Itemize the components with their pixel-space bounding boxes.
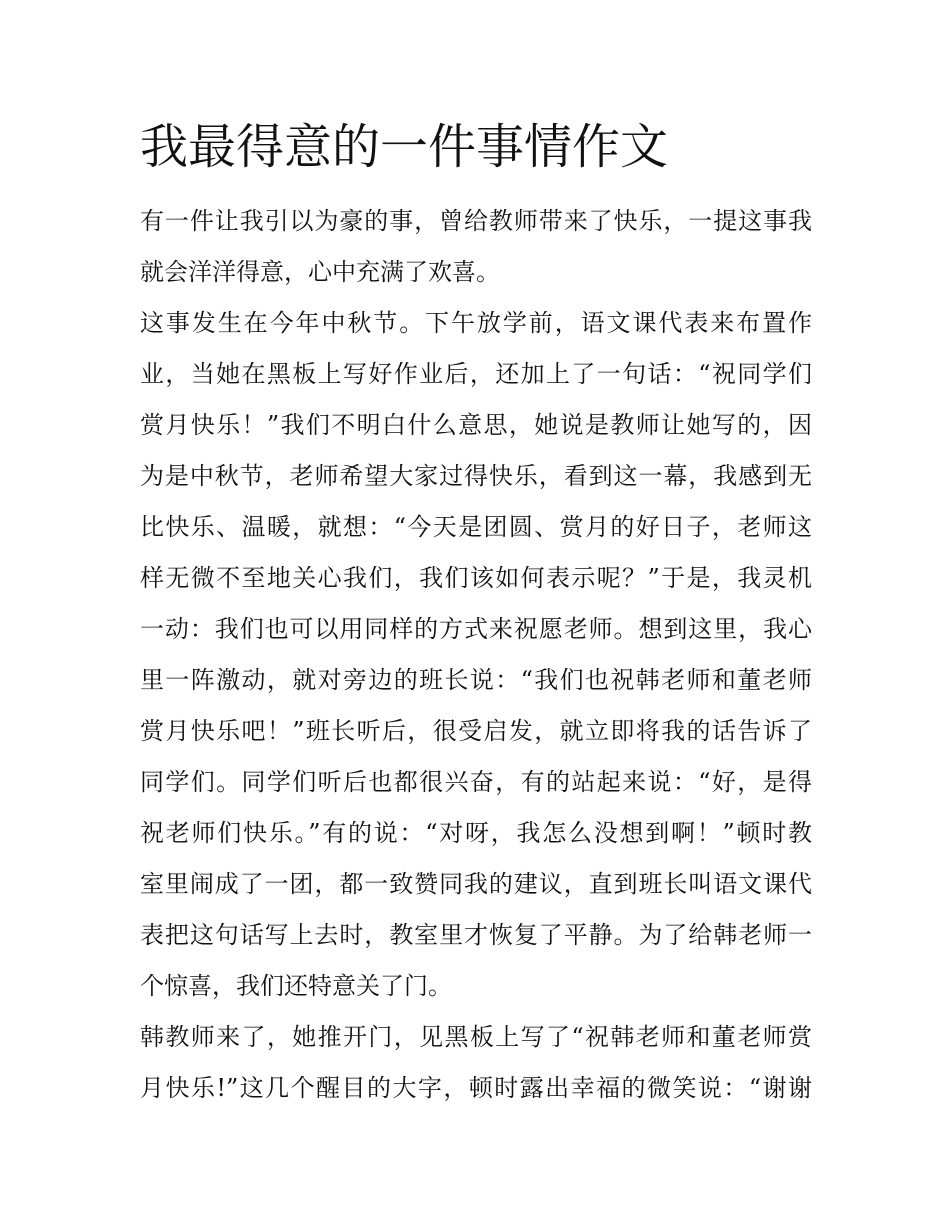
text-line: 样无微不至地关心我们，我们该如何表示呢？”于是，我灵机 [140, 564, 812, 592]
document-body [140, 112, 812, 1114]
text-line: 月快乐!”这几个醒目的大字，顿时露出幸福的微笑说：“谢谢 [140, 1074, 812, 1102]
text-line: 赏月快乐！”我们不明白什么意思，她说是教师让她写的，因 [140, 411, 812, 439]
text-line: 赏月快乐吧！”班长听后，很受启发，就立即将我的话告诉了 [140, 717, 812, 745]
text-line: 业，当她在黑板上写好作业后，还加上了一句话：“祝同学们 [140, 360, 812, 388]
text-line: 同学们。同学们听后也都很兴奋，有的站起来说：“好，是得 [140, 768, 812, 796]
text-line: 表把这句话写上去时，教室里才恢复了平静。为了给韩老师一 [140, 921, 812, 949]
paragraph-2 [140, 298, 812, 1012]
document-title: 我最得意的一件事情作文 [140, 119, 669, 175]
paragraph-1 [140, 196, 812, 298]
text-line: 为是中秋节，老师希望大家过得快乐，看到这一幕，我感到无 [140, 462, 812, 490]
text-line: 祝老师们快乐。”有的说：“对呀，我怎么没想到啊！”顿时教 [140, 819, 812, 847]
text-line: 个惊喜，我们还特意关了门。 [140, 972, 452, 1000]
text-line: 比快乐、温暖，就想：“今天是团圆、赏月的好日子，老师这 [140, 513, 812, 541]
text-line: 就会洋洋得意，心中充满了欢喜。 [140, 258, 500, 286]
text-line: 一动：我们也可以用同样的方式来祝愿老师。想到这里，我心 [140, 615, 812, 643]
text-line: 里一阵激动，就对旁边的班长说：“我们也祝韩老师和董老师 [140, 666, 812, 694]
paragraph-3 [140, 1012, 812, 1114]
text-line: 韩教师来了，她推开门，见黑板上写了“祝韩老师和董老师赏 [140, 1023, 812, 1051]
text-line: 这事发生在今年中秋节。下午放学前，语文课代表来布置作 [140, 309, 812, 337]
text-line: 室里闹成了一团，都一致赞同我的建议，直到班长叫语文课代 [140, 870, 812, 898]
text-line: 有一件让我引以为豪的事，曾给教师带来了快乐，一提这事我 [140, 207, 812, 235]
